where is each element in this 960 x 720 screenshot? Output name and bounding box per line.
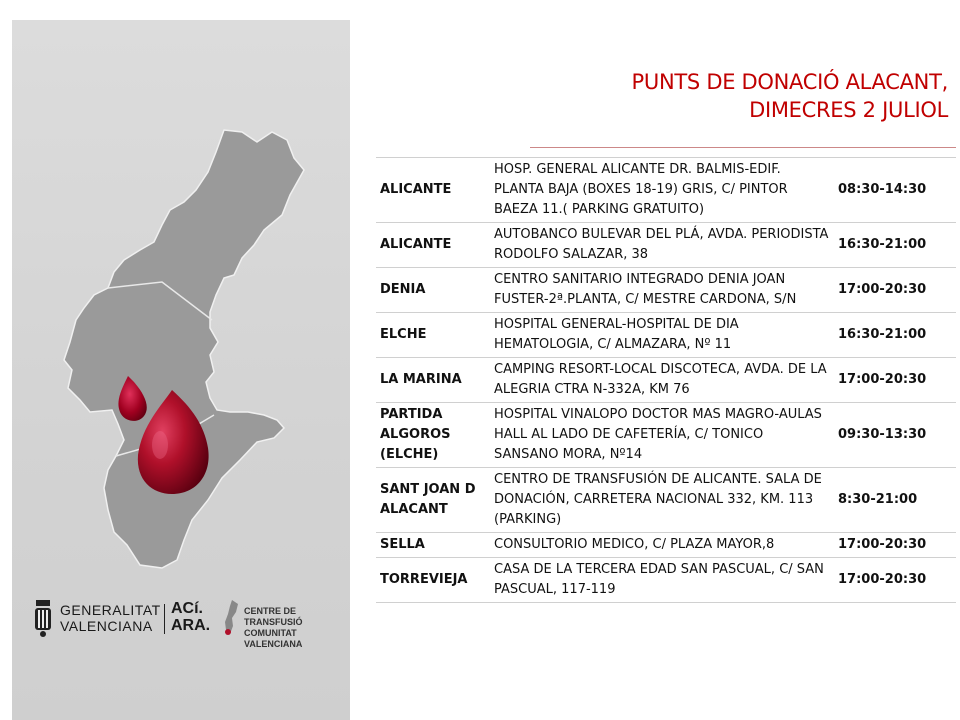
hours-cell: 17:00-20:30	[834, 558, 956, 603]
city-cell: TORREVIEJA	[376, 558, 490, 603]
generalitat-logo-text	[60, 602, 161, 634]
table-row	[376, 358, 956, 403]
cts-line2: COMUNITAT VALENCIANA	[244, 628, 303, 649]
city-cell: DENIA	[376, 268, 490, 313]
address-cell: HOSPITAL GENERAL-HOSPITAL DE DIA HEMATOLOGIA, C/ ALMAZARA, Nº 11	[490, 313, 834, 358]
city-cell: SANT JOAN D ALACANT	[376, 468, 490, 533]
table-row	[376, 223, 956, 268]
table-row	[376, 158, 956, 223]
address-cell: CENTRO SANITARIO INTEGRADO DENIA JOAN FUSTER-2ª.PLANTA, C/ MESTRE CARDONA, S/N	[490, 268, 834, 313]
cts-logo-text	[244, 606, 344, 650]
hours-cell: 08:30-14:30	[834, 158, 956, 223]
city-cell: ALICANTE	[376, 223, 490, 268]
hours-cell: 09:30-13:30	[834, 403, 956, 468]
gv-line2: VALENCIANA	[60, 618, 153, 634]
city-cell: ELCHE	[376, 313, 490, 358]
city-cell: ALICANTE	[376, 158, 490, 223]
donation-points-table	[376, 157, 956, 603]
table-row	[376, 468, 956, 533]
gv-line1: GENERALITAT	[60, 602, 161, 618]
address-cell: HOSPITAL VINALOPO DOCTOR MAS MAGRO-AULAS HALL AL LADO DE CAFETERÍA, C/ TONICO SANSANO MORA, Nº14	[490, 403, 834, 468]
title-divider	[530, 147, 956, 148]
city-cell: PARTIDA ALGOROS (ELCHE)	[376, 403, 490, 468]
address-cell: CONSULTORIO MEDICO, C/ PLAZA MAYOR,8	[490, 533, 834, 558]
side-panel	[12, 20, 350, 720]
address-cell: HOSP. GENERAL ALICANTE DR. BALMIS-EDIF. PLANTA BAJA (BOXES 18-19) GRIS, C/ PINTOR BAEZA 11.( PARKING GRATUITO)	[490, 158, 834, 223]
table-row	[376, 533, 956, 558]
title-line1: PUNTS DE DONACIÓ ALACANT,	[631, 70, 948, 94]
map-shape	[64, 130, 304, 568]
hours-cell: 17:00-20:30	[834, 358, 956, 403]
address-cell: CASA DE LA TERCERA EDAD SAN PASCUAL, C/ SAN PASCUAL, 117-119	[490, 558, 834, 603]
aci-ara-logo-text	[171, 600, 210, 634]
table-row	[376, 313, 956, 358]
hours-cell: 8:30-21:00	[834, 468, 956, 533]
city-cell: LA MARINA	[376, 358, 490, 403]
aci-line2: ARA.	[171, 617, 211, 634]
generalitat-crest-icon	[32, 596, 54, 640]
address-cell: CAMPING RESORT-LOCAL DISCOTECA, AVDA. DE LA ALEGRIA CTRA N-332A, KM 76	[490, 358, 834, 403]
table-row	[376, 403, 956, 468]
hours-cell: 16:30-21:00	[834, 223, 956, 268]
cts-line1: CENTRE DE TRANSFUSIÓ	[244, 606, 303, 627]
page-title	[632, 70, 948, 122]
city-cell: SELLA	[376, 533, 490, 558]
hours-cell: 17:00-20:30	[834, 268, 956, 313]
address-cell: AUTOBANCO BULEVAR DEL PLÁ, AVDA. PERIODISTA RODOLFO SALAZAR, 38	[490, 223, 834, 268]
table-row	[376, 558, 956, 603]
aci-line1: ACí.	[171, 600, 203, 617]
address-cell: CENTRO DE TRANSFUSIÓN DE ALICANTE. SALA DE DONACIÓN, CARRETERA NACIONAL 332, KM. 113 (PARKING)	[490, 468, 834, 533]
logo-area	[24, 592, 344, 652]
hours-cell: 16:30-21:00	[834, 313, 956, 358]
hours-cell: 17:00-20:30	[834, 533, 956, 558]
cts-map-icon	[220, 596, 242, 640]
title-line2: DIMECRES 2 JULIOL	[749, 98, 948, 122]
logo-divider	[164, 604, 165, 634]
table-row	[376, 268, 956, 313]
